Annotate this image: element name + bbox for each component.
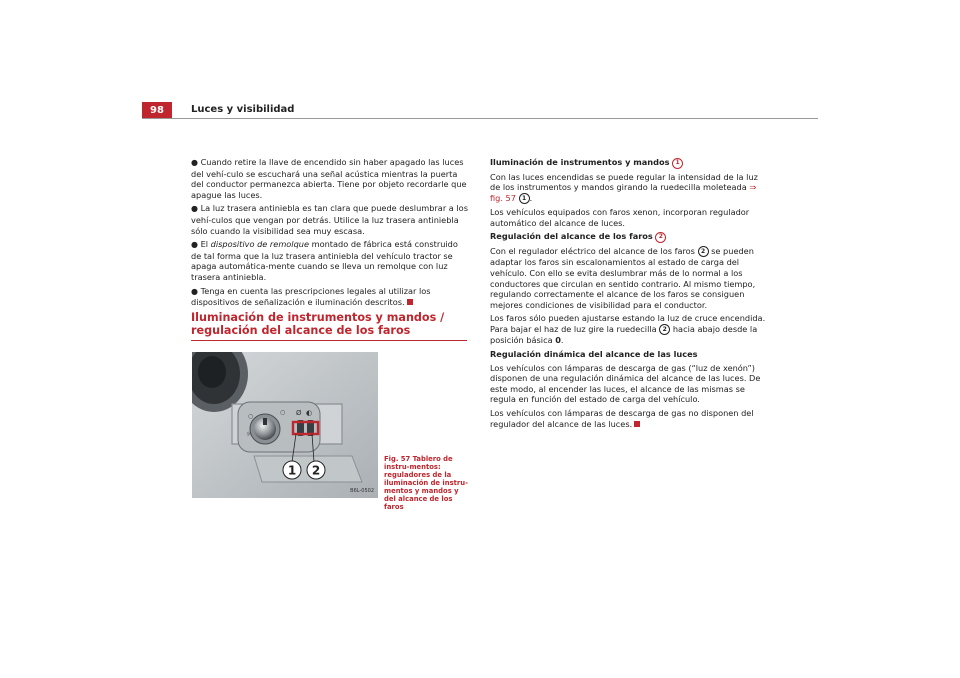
paragraph: Los vehículos con lámparas de descarga de gas (“luz de xenón”) disponen de una regulación dinámica del alcance de las luces. De este modo, al encender las luces, el alcance de las mismas se regula en función del estado de carga del vehículo. xyxy=(490,362,761,405)
svg-text:Ø: Ø xyxy=(296,409,302,417)
paragraph-text: Los vehículos con lámparas de descarga de gas no disponen del regulador del alcance de las luces. xyxy=(490,408,754,429)
bullet-item xyxy=(191,157,469,200)
paragraph-text: . xyxy=(560,335,564,346)
bullet-item xyxy=(191,239,469,282)
paragraph-text: Los faros sólo pueden ajustarse estando la luz de cruce encendida. Para bajar el haz de luz gire la ruedecilla xyxy=(490,313,766,334)
svg-text:☼: ☼ xyxy=(246,431,252,438)
paragraph-text: . xyxy=(529,192,533,203)
paragraph-text: Con el regulador eléctrico del alcance de los faros xyxy=(490,245,695,256)
bullet-text: La luz trasera antiniebla es tan clara que puede deslumbrar a los vehí-culos que vengan por detrás. Utilice la luz trasera antiniebla sólo cuando la visibilidad sea muy escasa. xyxy=(191,203,468,236)
marker-1-icon: 1 xyxy=(519,193,530,204)
paragraph xyxy=(490,408,770,429)
marker-2-icon: 2 xyxy=(698,246,709,257)
bullet-italic-text: dispositivo de remolque xyxy=(210,239,310,250)
header-rule xyxy=(142,118,818,119)
svg-text:○: ○ xyxy=(280,409,286,416)
bullet-icon: ● xyxy=(191,204,198,214)
subheading-row xyxy=(490,157,770,169)
figure-link[interactable]: ⇒ fig. 57 xyxy=(490,182,757,203)
dashboard-figure xyxy=(192,352,378,498)
page-number: 98 xyxy=(142,102,172,118)
bullet-text: El xyxy=(200,239,209,250)
marker-2-icon: 2 xyxy=(659,324,670,335)
marker-1-icon: 1 xyxy=(672,158,683,169)
paragraph xyxy=(490,313,770,346)
paragraph-text: hacia abajo desde la posición básica xyxy=(490,323,758,346)
subheading: Iluminación de instrumentos y mandos xyxy=(490,157,670,167)
dashboard-illustration xyxy=(192,352,378,498)
paragraph xyxy=(490,246,770,310)
bullet-icon: ● xyxy=(191,240,198,250)
bullet-text: montado de fábrica está construido de tal forma que la luz trasera antiniebla del vehículo tractor se apaga automática-mente cuando se lleva un remolque con luz trasera antiniebla. xyxy=(191,239,458,282)
paragraph-text: se pueden adaptar los faros sin escalonamientos al estado de carga del vehículo. Con ello se evita deslumbrar más de lo normal a los conductores que circulan en sentido contrario. Al mismo tiempo, regulando correctamente el alcance de los faros se consiguen mejores condiciones de visibilidad para el conductor. xyxy=(490,245,756,310)
figure-caption: Fig. 57 Tablero de instru-mentos: reguladores de la iluminación de instru-mentos y mandos y del alcance de los faros xyxy=(384,455,468,511)
callout-2: 2 xyxy=(311,463,321,478)
subheading: Regulación del alcance de los faros xyxy=(490,231,653,242)
bullet-text: Tenga en cuenta las prescripciones legales al utilizar los dispositivos de señalización e iluminación descritos. xyxy=(191,285,431,308)
figure-code: B6L-0502 xyxy=(350,488,374,494)
left-column xyxy=(191,157,469,311)
end-of-section-icon xyxy=(407,299,413,305)
subheading: Regulación dinámica del alcance de las luces xyxy=(490,349,698,360)
bullet-item xyxy=(191,286,469,308)
paragraph-text: Con las luces encendidas se puede regular la intensidad de la luz de los instrumentos y mandos girando la ruedecilla moleteada xyxy=(490,171,758,193)
bullet-item xyxy=(191,203,469,236)
paragraph: Los vehículos equipados con faros xenon, incorporan regulador automático del alcance de luces. xyxy=(490,207,750,228)
section-rule xyxy=(191,340,467,341)
bullet-icon: ● xyxy=(191,158,198,167)
svg-text:○: ○ xyxy=(248,413,254,420)
callout-1: 1 xyxy=(287,463,297,478)
right-column xyxy=(490,157,770,432)
marker-2-icon: 2 xyxy=(655,232,666,243)
running-title: Luces y visibilidad xyxy=(191,104,295,115)
svg-text:◐: ◐ xyxy=(306,409,313,417)
paragraph xyxy=(490,172,770,205)
end-of-section-icon xyxy=(634,421,640,427)
paragraph-bold: 0 xyxy=(555,335,561,346)
section-heading: Iluminación de instrumentos y mandos / regulación del alcance de los faros xyxy=(191,311,445,337)
subheading-row xyxy=(490,231,770,243)
bullet-icon: ● xyxy=(191,286,198,296)
bullet-text: Cuando retire la llave de encendido sin haber apagado las luces del vehí-culo se escuchará una señal acústica mientras la puerta del conductor permanezca abierta. Tiene por objeto recordarle que apague las luces. xyxy=(191,157,467,200)
